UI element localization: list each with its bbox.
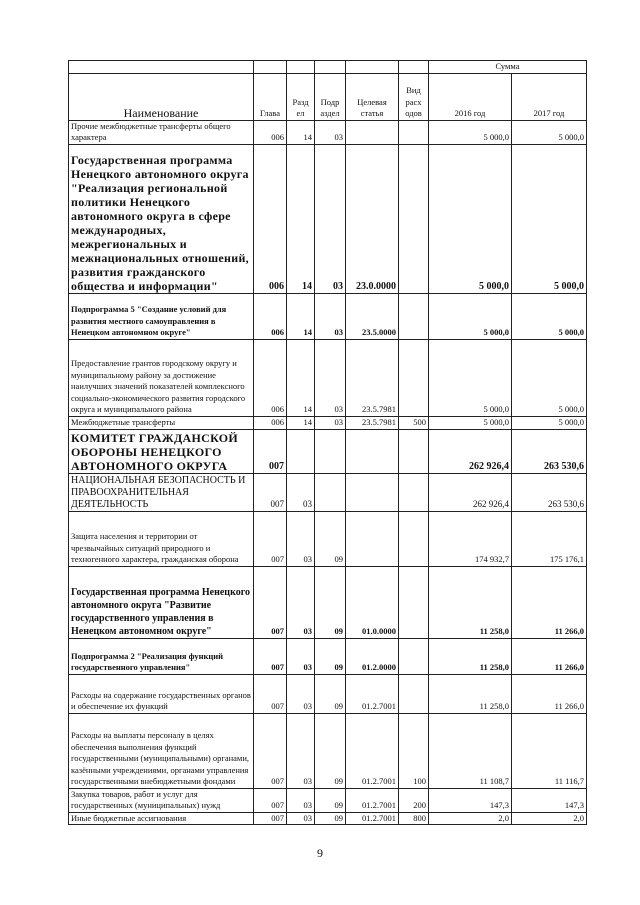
row-sum-2016: 2,0: [429, 812, 512, 825]
header-row-top: [69, 61, 587, 74]
row-vid: [399, 566, 429, 638]
row-name: Государственная программа Ненецкого автономного округа "Развитие государственного управления в Ненецком автономном округе": [69, 566, 254, 638]
row-sum-2017: 11 266,0: [512, 638, 587, 674]
row-vid: 500: [399, 416, 429, 429]
row-sum-2017: 263 530,6: [512, 429, 587, 473]
table-row: [69, 674, 587, 713]
row-podrazdel: 09: [315, 674, 346, 713]
table-row: [69, 429, 587, 473]
row-sum-2016: 262 926,4: [429, 473, 512, 511]
row-razdel: [287, 429, 315, 473]
row-name: Межбюджетные трансферты: [69, 416, 254, 429]
row-glava: 006: [254, 293, 287, 339]
row-sum-2016: 11 258,0: [429, 674, 512, 713]
row-celevaya: 01.2.7001: [346, 674, 399, 713]
header-name: Наименование: [69, 73, 254, 120]
row-podrazdel: 03: [315, 120, 346, 144]
table-row: [69, 416, 587, 429]
row-vid: [399, 339, 429, 416]
row-razdel: 03: [287, 473, 315, 511]
table-row: [69, 638, 587, 674]
row-glava: 007: [254, 788, 287, 812]
header-summa: Сумма: [429, 61, 587, 74]
row-glava: 007: [254, 713, 287, 788]
row-razdel: 14: [287, 339, 315, 416]
row-vid: [399, 293, 429, 339]
table-row: [69, 566, 587, 638]
row-sum-2016: 5 000,0: [429, 144, 512, 293]
table-row: [69, 120, 587, 144]
row-glava: 007: [254, 429, 287, 473]
row-sum-2016: 11 258,0: [429, 638, 512, 674]
row-podrazdel: 09: [315, 812, 346, 825]
row-glava: 007: [254, 566, 287, 638]
row-sum-2017: 5 000,0: [512, 339, 587, 416]
row-razdel: 03: [287, 674, 315, 713]
row-celevaya: 23.5.7981: [346, 339, 399, 416]
row-razdel: 03: [287, 511, 315, 566]
row-name: КОМИТЕТ ГРАЖДАНСКОЙ ОБОРОНЫ НЕНЕЦКОГО АВТОНОМНОГО ОКРУГА: [69, 429, 254, 473]
row-sum-2017: 11 266,0: [512, 674, 587, 713]
row-podrazdel: 09: [315, 638, 346, 674]
row-glava: 006: [254, 144, 287, 293]
row-sum-2016: 5 000,0: [429, 416, 512, 429]
row-razdel: 14: [287, 120, 315, 144]
row-name: Закупка товаров, работ и услуг для государственных (муниципальных) нужд: [69, 788, 254, 812]
header-year-2017: 2017 год: [512, 73, 587, 120]
row-razdel: 03: [287, 788, 315, 812]
row-sum-2016: 5 000,0: [429, 120, 512, 144]
row-celevaya: 01.2.7001: [346, 788, 399, 812]
row-celevaya: [346, 473, 399, 511]
header-podrazdel: Подр аздел: [315, 73, 346, 120]
row-glava: 007: [254, 674, 287, 713]
header-vid: Вид расх одов: [399, 73, 429, 120]
row-podrazdel: 09: [315, 713, 346, 788]
page-number: 9: [317, 846, 323, 860]
row-celevaya: 01.2.7001: [346, 812, 399, 825]
row-sum-2017: 2,0: [512, 812, 587, 825]
row-name: Иные бюджетные ассигнования: [69, 812, 254, 825]
row-vid: [399, 638, 429, 674]
row-celevaya: 01.0.0000: [346, 566, 399, 638]
table-row: [69, 293, 587, 339]
row-podrazdel: [315, 429, 346, 473]
row-sum-2016: 5 000,0: [429, 293, 512, 339]
row-celevaya: 23.5.0000: [346, 293, 399, 339]
row-name: Подпрограмма 5 "Создание условий для развития местного самоуправления в Ненецком автономном округе": [69, 293, 254, 339]
row-sum-2017: 11 266,0: [512, 566, 587, 638]
row-sum-2016: 147,3: [429, 788, 512, 812]
row-sum-2017: 5 000,0: [512, 293, 587, 339]
row-vid: [399, 473, 429, 511]
row-razdel: 14: [287, 416, 315, 429]
row-sum-2017: 5 000,0: [512, 416, 587, 429]
table-row: [69, 511, 587, 566]
row-sum-2016: 262 926,4: [429, 429, 512, 473]
row-vid: 200: [399, 788, 429, 812]
row-podrazdel: 03: [315, 416, 346, 429]
row-name: Расходы на выплаты персоналу в целях обеспечения выполнения функций государственными (муниципальными) органами, казёнными учреждениями, органами управления государственными внебюджетными фондами: [69, 713, 254, 788]
row-vid: 800: [399, 812, 429, 825]
row-sum-2017: 263 530,6: [512, 473, 587, 511]
row-celevaya: 23.5.7981: [346, 416, 399, 429]
row-glava: 006: [254, 120, 287, 144]
row-podrazdel: 09: [315, 511, 346, 566]
row-razdel: 03: [287, 713, 315, 788]
row-sum-2017: 5 000,0: [512, 120, 587, 144]
row-razdel: 03: [287, 638, 315, 674]
row-podrazdel: 03: [315, 144, 346, 293]
row-name: Предоставление грантов городскому округу и муниципальному району за достижение наилучших значений показателей комплексного социально-экономического развития городского округа и муниципального района: [69, 339, 254, 416]
row-sum-2016: 11 108,7: [429, 713, 512, 788]
row-podrazdel: 03: [315, 293, 346, 339]
row-razdel: 14: [287, 144, 315, 293]
row-celevaya: 01.2.7001: [346, 713, 399, 788]
row-glava: 007: [254, 473, 287, 511]
header-razdel: Разд ел: [287, 73, 315, 120]
row-glava: 007: [254, 812, 287, 825]
row-celevaya: [346, 429, 399, 473]
row-name: Прочие межбюджетные трансферты общего характера: [69, 120, 254, 144]
row-vid: [399, 120, 429, 144]
header-row: [69, 73, 587, 120]
row-sum-2016: 11 258,0: [429, 566, 512, 638]
row-glava: 006: [254, 416, 287, 429]
row-vid: [399, 144, 429, 293]
header-celevaya: Целевая статья: [346, 73, 399, 120]
table-row: [69, 713, 587, 788]
table-row: [69, 339, 587, 416]
table-row: [69, 788, 587, 812]
table-row: [69, 473, 587, 511]
row-sum-2017: 5 000,0: [512, 144, 587, 293]
row-name: НАЦИОНАЛЬНАЯ БЕЗОПАСНОСТЬ И ПРАВООХРАНИТЕЛЬНАЯ ДЕЯТЕЛЬНОСТЬ: [69, 473, 254, 511]
row-sum-2017: 11 116,7: [512, 713, 587, 788]
row-sum-2017: 147,3: [512, 788, 587, 812]
table-row: [69, 812, 587, 825]
row-name: Расходы на содержание государственных органов и обеспечение их функций: [69, 674, 254, 713]
row-vid: [399, 429, 429, 473]
budget-table: [68, 60, 587, 825]
row-podrazdel: 09: [315, 788, 346, 812]
row-razdel: 03: [287, 566, 315, 638]
row-vid: 100: [399, 713, 429, 788]
row-vid: [399, 511, 429, 566]
row-celevaya: [346, 120, 399, 144]
row-name: Подпрограмма 2 "Реализация функций государственного управления": [69, 638, 254, 674]
row-sum-2017: 175 176,1: [512, 511, 587, 566]
table-row: [69, 144, 587, 293]
row-razdel: 14: [287, 293, 315, 339]
row-celevaya: [346, 511, 399, 566]
row-vid: [399, 674, 429, 713]
row-glava: 006: [254, 339, 287, 416]
row-celevaya: 23.0.0000: [346, 144, 399, 293]
row-name: Защита населения и территории от чрезвычайных ситуаций природного и техногенного характера, гражданская оборона: [69, 511, 254, 566]
row-celevaya: 01.2.0000: [346, 638, 399, 674]
row-podrazdel: [315, 473, 346, 511]
row-razdel: 03: [287, 812, 315, 825]
header-glava: Глава: [254, 73, 287, 120]
row-glava: 007: [254, 511, 287, 566]
row-podrazdel: 03: [315, 339, 346, 416]
row-sum-2016: 174 932,7: [429, 511, 512, 566]
row-glava: 007: [254, 638, 287, 674]
row-podrazdel: 09: [315, 566, 346, 638]
row-sum-2016: 5 000,0: [429, 339, 512, 416]
header-year-2016: 2016 год: [429, 73, 512, 120]
row-name: Государственная программа Ненецкого автономного округа "Реализация региональной политики Ненецкого автономного округа в сфере международных, межрегиональных и межнациональных отношений, развития гражданского общества и информации": [69, 144, 254, 293]
